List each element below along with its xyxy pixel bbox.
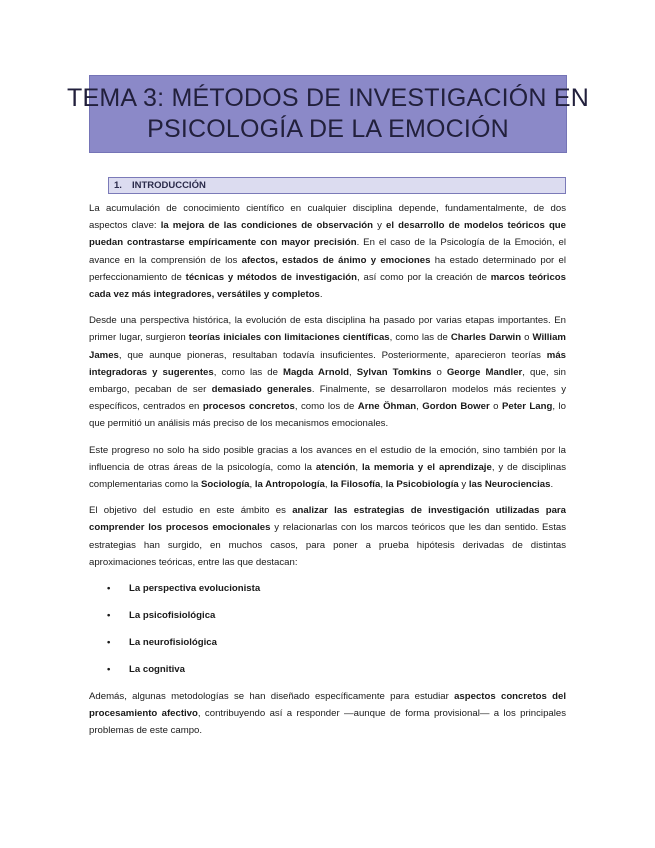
list-item: • La neurofisiológica <box>89 634 566 651</box>
section-title: INTRODUCCIÓN <box>131 180 206 191</box>
paragraph-1: La acumulación de conocimiento científico en cualquier disciplina depende, fundamentalmente, de dos aspectos clave: la mejora de las condiciones de observación y el desarrollo de modelos teóricos que puedan contrastarse empíricamente con mayor precisión. En el caso de la Psicología de la Emoción, el avance en la comprensión de los afectos, estados de ánimo y emociones ha estado determinado por el perfeccionamiento de técnicas y métodos de investigación, así como por la creación de marcos teóricos cada vez más integradores, versátiles y completos. <box>89 203 566 301</box>
approaches-list <box>89 580 566 678</box>
section-number: 1. <box>114 180 122 191</box>
document-title-line-1: TEMA 3: MÉTODOS DE INVESTIGACIÓN EN <box>67 84 589 112</box>
list-item: • La perspectiva evolucionista <box>89 580 566 597</box>
document-title-banner <box>67 75 589 153</box>
bullet-icon: • <box>107 610 111 622</box>
list-item: • La cognitiva <box>89 661 566 678</box>
bullet-icon: • <box>107 637 111 649</box>
document-body <box>89 200 566 749</box>
paragraph-3: Este progreso no solo ha sido posible gracias a los avances en el estudio de la emoción, sino también por la influencia de otras áreas de la psicología, como la atención, la memoria y el aprendizaje, y de disciplinas complementarias como la Sociología, la Antropología, la Filosofía, la Psicobiología y las Neurociencias. <box>89 444 567 491</box>
paragraph-4: El objetivo del estudio en este ámbito es analizar las estrategias de investigación utilizadas para comprender los procesos emocionales y relacionarlas con los marcos teóricos que les dan sentido. Estas estrategias han surgido, en muchos casos, para poner a prueba hipótesis derivadas de distintas aproximaciones teóricas, entre las que destacan: <box>89 505 566 568</box>
paragraph-2: Desde una perspectiva histórica, la evolución de esta disciplina ha pasado por varias etapas importantes. En primer lugar, surgieron teorías iniciales con limitaciones científicas, como las de Charles Darwin o William James, que aunque pioneras, resultaban todavía insuficientes. Posteriormente, aparecieron teorías más integradoras y sugerentes, como las de Magda Arnold, Sylvan Tomkins o George Mandler, que, sin embargo, pecaban de ser demasiado generales. Finalmente, se desarrollaron modelos más recientes y específicos, centrados en procesos concretos, como los de Arne Öhman, Gordon Bower o Peter Lang, lo que permitió un análisis más preciso de los mecanismos emocionales. <box>89 315 566 430</box>
list-item: • La psicofisiológica <box>89 607 566 624</box>
document-title-line-2: PSICOLOGÍA DE LA EMOCIÓN <box>147 115 509 143</box>
bullet-icon: • <box>107 664 111 676</box>
paragraph-5: Además, algunas metodologías se han diseñado específicamente para estudiar aspectos concretos del procesamiento afectivo, contribuyendo así a responder —aunque de forma provisional— a los principales problemas de este campo. <box>89 691 567 737</box>
bullet-icon: • <box>107 583 111 595</box>
section-heading <box>108 177 566 194</box>
